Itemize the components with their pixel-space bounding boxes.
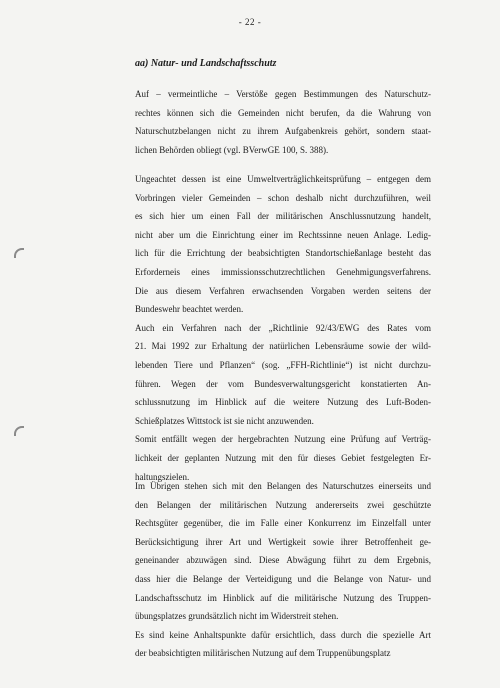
paragraph-1 bbox=[135, 85, 431, 159]
text-line: Somit entfällt wegen der hergebrachten Nutzung eine Prüfung auf Verträg- bbox=[135, 434, 431, 445]
text-line: Naturschutzbelangen nicht zu ihrem Aufgabenkreis gehört, sondern staat- bbox=[135, 126, 431, 137]
text-line: übungsplatzes grundsätzlich nicht im Widerstreit stehen. bbox=[135, 611, 339, 622]
text-line: lichkeit der geplanten Nutzung mit den für dieses Gebiet festgelegten Er- bbox=[135, 452, 431, 463]
text-line: lebenden Tiere und Pflanzen“ (sog. „FFH-Richtlinie“) ist nicht durchzu- bbox=[135, 359, 431, 370]
text-line: Auch ein Verfahren nach der „Richtlinie 92/43/EWG des Rates vom bbox=[135, 322, 431, 333]
text-line: Die aus diesem Verfahren erwachsenden Vorgaben werden seitens der bbox=[135, 285, 431, 296]
text-line: führen. Wegen der vom Bundesverwaltungsgericht konstatierten An- bbox=[135, 378, 431, 389]
section-heading: aa) Natur- und Landschaftsschutz bbox=[135, 58, 277, 69]
text-line: lich für die Errichtung der beabsichtigten Standortschießanlage besteht das bbox=[135, 248, 431, 259]
text-line: Im Übrigen stehen sich mit den Belangen des Naturschutzes einerseits und bbox=[135, 481, 431, 491]
paragraph-3 bbox=[135, 477, 431, 663]
text-line: 21. Mai 1992 zur Erhaltung der natürlichen Lebensräume sowie der wild- bbox=[135, 341, 431, 352]
text-line: Vorbringen vieler Gemeinden – schon deshalb nicht durchzuführen, weil bbox=[135, 192, 431, 203]
text-line: Es sind keine Anhaltspunkte dafür ersichtlich, dass durch die spezielle Art bbox=[135, 629, 431, 640]
text-line: schlussnutzung im Hinblick auf die weitere Nutzung des Luft-Boden- bbox=[135, 397, 431, 408]
text-line: Schießplatzes Wittstock ist sie nicht anzuwenden. bbox=[135, 415, 314, 426]
text-line: haltungszielen. bbox=[135, 471, 190, 482]
text-line: Erforderneis eines immissionsschutzrechtlichen Genehmigungsverfahrens. bbox=[135, 266, 431, 277]
text-line: geneinander abzuwägen sind. Diese Abwägung führt zu dem Ergebnis, bbox=[135, 555, 431, 566]
text-line: dass hier die Belange der Verteidigung und die Belange von Natur- und bbox=[135, 573, 431, 584]
paragraph-2 bbox=[135, 170, 431, 486]
text-line: Berücksichtigung ihrer Art und Wertigkeit sowie ihrer Betroffenheit ge- bbox=[135, 536, 431, 547]
text-line: rechtes können sich die Gemeinden nicht berufen, da die Wahrung von bbox=[135, 107, 431, 118]
text-line: Bundeswehr beachtet werden. bbox=[135, 304, 244, 315]
text-line: lichen Behörden obliegt (vgl. BVerwGE 100, S. 388). bbox=[135, 144, 329, 155]
text-line: Rechtsgüter gegenüber, die im Falle einer Konkurrenz im Einzelfall unter bbox=[135, 518, 431, 529]
page-number: - 22 - bbox=[238, 17, 262, 27]
text-line: nicht aber um die Einrichtung einer im Rechtssinne neuen Anlage. Ledig- bbox=[135, 229, 431, 240]
text-line: Ungeachtet dessen ist eine Umweltverträglichkeitsprüfung – entgegen dem bbox=[135, 174, 431, 184]
punch-hole-mark-top bbox=[14, 248, 24, 258]
text-line: Auf – vermeintliche – Verstöße gegen Bestimmungen des Naturschutz- bbox=[135, 89, 431, 99]
text-line: Landschaftsschutz im Hinblick auf die militärische Nutzung des Truppen- bbox=[135, 592, 431, 603]
text-line: den Belangen der militärischen Nutzung andererseits zwei geschützte bbox=[135, 499, 431, 510]
punch-hole-mark-bottom bbox=[14, 426, 24, 436]
text-line: der beabsichtigten militärischen Nutzung auf dem Truppenübungsplatz bbox=[135, 648, 391, 659]
text-line: es sich hier um einen Fall der militärischen Anschlussnutzung handelt, bbox=[135, 211, 431, 222]
